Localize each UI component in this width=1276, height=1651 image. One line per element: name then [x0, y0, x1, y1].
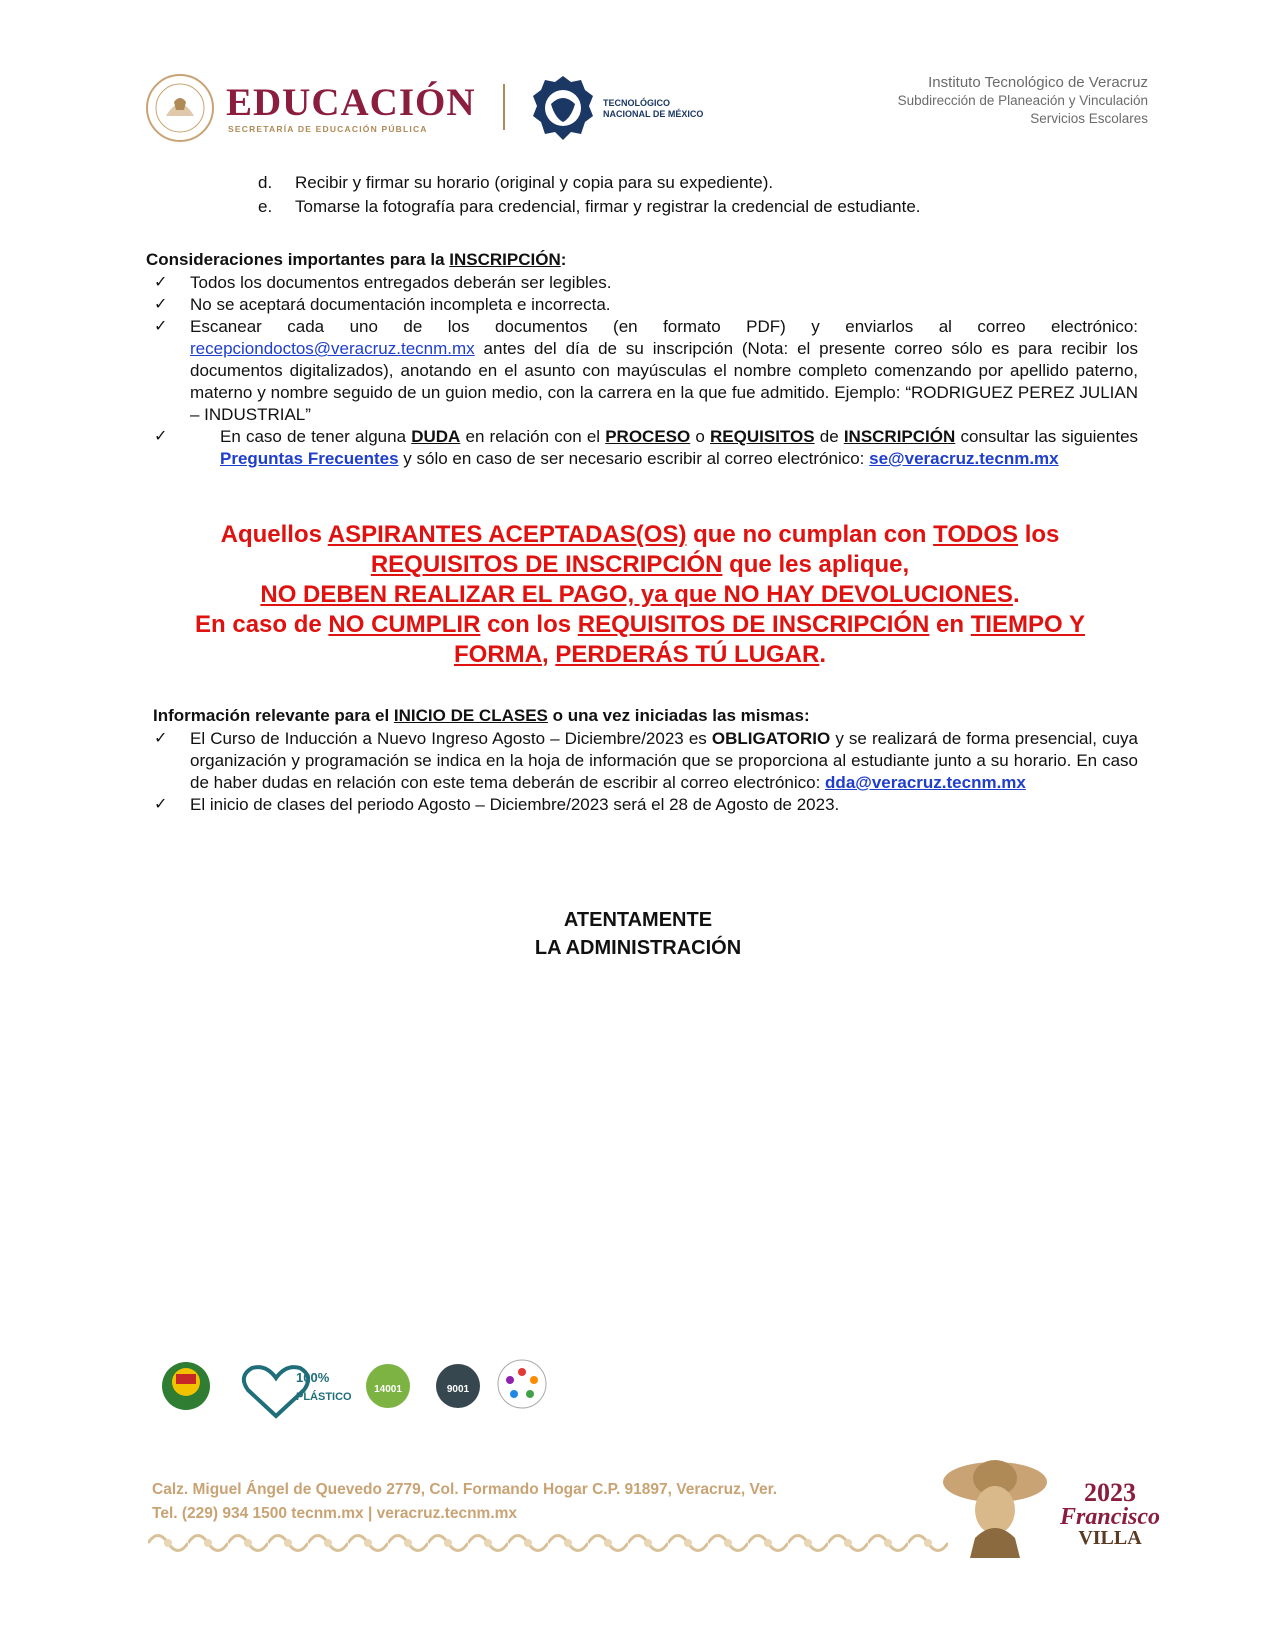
- warning-text: en: [929, 611, 971, 638]
- iso-14001-icon: [366, 1364, 410, 1408]
- footer-address: Calz. Miguel Ángel de Quevedo 2779, Col. Formando Hogar C.P. 91897, Veracruz, Ver.: [152, 1481, 778, 1498]
- warning-underlined: REQUISITOS DE INSCRIPCIÓN: [370, 551, 723, 578]
- badge-name2: VILLA: [1078, 1527, 1142, 1549]
- list-item: [146, 294, 1138, 316]
- considerations-list: [146, 272, 1138, 470]
- list-item: [258, 172, 1158, 196]
- list-item: [146, 794, 1138, 816]
- step-marker: d.: [258, 173, 273, 192]
- item-text: y sólo en caso de ser necesario escribir al correo electrónico:: [398, 449, 870, 468]
- warning-text: que les aplique,: [722, 551, 910, 578]
- warning-text: En caso de: [195, 611, 329, 638]
- obligatorio-label: OBLIGATORIO: [711, 729, 831, 748]
- iso1-label: 14001: [374, 1384, 402, 1395]
- warning-underlined: NO CUMPLIR: [328, 611, 481, 638]
- header-divider: [503, 84, 505, 130]
- warning-text: los: [1018, 521, 1060, 548]
- list-item: [146, 728, 1138, 794]
- title-underlined: INICIO DE CLASES: [393, 706, 548, 725]
- item-text: consultar las siguientes: [955, 427, 1139, 446]
- classes-title: [153, 706, 810, 726]
- warning-text: con los: [480, 611, 578, 638]
- considerations-title: [146, 250, 566, 270]
- warning-text: Aquellos: [220, 521, 328, 548]
- warning-text: ,: [541, 641, 556, 668]
- educacion-logo-word: EDUCACIÓN: [226, 81, 476, 124]
- title-text: Información relevante para el: [153, 706, 394, 725]
- check-icon: ✓: [154, 274, 168, 291]
- warning-line4: [140, 610, 1140, 670]
- subdirection-name: Subdirección de Planeación y Vinculación: [897, 93, 1148, 108]
- villa-year-badge: [1060, 1478, 1160, 1550]
- tecnm-logo-icon: [531, 74, 595, 142]
- dda-email-link[interactable]: dda@veracruz.tecnm.mx: [825, 773, 1026, 792]
- inscripcion-label: INSCRIPCIÓN: [843, 427, 956, 446]
- proceso-label: PROCESO: [605, 427, 691, 446]
- item-text: Todos los documentos entregados deberán ser legibles.: [190, 273, 612, 292]
- recepcion-email-link[interactable]: recepciondoctos@veracruz.tecnm.mx: [190, 339, 475, 358]
- sep-subtitle: SECRETARÍA DE EDUCACIÓN PÚBLICA: [228, 124, 428, 134]
- item-text: o: [690, 427, 711, 446]
- signature-line1: ATENTAMENTE: [563, 909, 713, 931]
- steps-list: [258, 172, 1158, 220]
- plastic-word: PLÁSTICO: [296, 1391, 352, 1403]
- title-colon: :: [560, 250, 567, 269]
- warning-line1: [140, 520, 1140, 550]
- step-text: Tomarse la fotografía para credencial, firmar y registrar la credencial de estudiante.: [295, 197, 921, 216]
- office-name: Servicios Escolares: [1030, 111, 1148, 126]
- faq-link[interactable]: Preguntas Frecuentes: [220, 449, 399, 468]
- plastic-free-icon: [244, 1367, 352, 1416]
- check-icon: ✓: [154, 296, 168, 313]
- warning-text: .: [1012, 581, 1020, 608]
- footer-logos-svg: [158, 1338, 558, 1428]
- footer-pattern: [148, 1526, 948, 1560]
- check-icon: ✓: [154, 730, 168, 747]
- item-text: No se aceptará documentación incompleta e incorrecta.: [190, 295, 611, 314]
- tecnm-logo-text: [603, 98, 703, 120]
- institute-name: Instituto Tecnológico de Veracruz: [928, 74, 1148, 91]
- mexico-seal-icon: [144, 72, 216, 144]
- tecnm-line1: TECNOLÓGICO: [603, 98, 670, 108]
- item-text: Escanear cada uno de los documentos (en formato PDF) y enviarlos al correo electrónico:: [190, 317, 1138, 336]
- list-item: [258, 196, 1158, 220]
- plastic-percent: 100%: [296, 1370, 330, 1385]
- signature-line2: LA ADMINISTRACIÓN: [534, 937, 742, 959]
- step-text: Recibir y firmar su horario (original y copia para su expediente).: [295, 173, 774, 192]
- warning-line3: [140, 580, 1140, 610]
- warning-text: que no cumplan con: [686, 521, 934, 548]
- check-icon: ✓: [154, 428, 168, 445]
- item-text: en relación con el: [460, 427, 606, 446]
- tecnm-line2: NACIONAL DE MÉXICO: [603, 109, 704, 119]
- title-text: Consideraciones importantes para la: [146, 250, 450, 269]
- francisco-villa-portrait-icon: [940, 1448, 1050, 1563]
- equality-icon: [498, 1360, 546, 1408]
- iso2-label: 9001: [446, 1384, 470, 1395]
- step-marker: e.: [258, 197, 273, 216]
- itv-emblem-icon: [162, 1362, 210, 1410]
- warning-underlined: PERDERÁS TÚ LUGAR: [555, 641, 820, 668]
- requisitos-label: REQUISITOS: [710, 427, 815, 446]
- item-text: El Curso de Inducción a Nuevo Ingreso Agosto – Diciembre/2023 es: [190, 729, 712, 748]
- warning-underlined: TIEMPO Y FORMA: [453, 611, 1085, 668]
- warning-underlined: NO DEBEN REALIZAR EL PAGO, ya que NO HAY DEVOLUCIONES: [260, 581, 1013, 608]
- item-text: El inicio de clases del periodo Agosto – Diciembre/2023 será el 28 de Agosto de 2023.: [190, 795, 840, 814]
- check-icon: ✓: [154, 318, 168, 335]
- item-text: antes del día de su inscripción (Nota: el presente correo sólo es para recibir los documentos digitalizados), anotando en el asunto con mayúsculas el nombre completo comenzando por apellido paterno, materno y nombre seguido de un guion medio, con la carrera en la que fue admitido. Ejemplo: “RODRIGUEZ PEREZ JULIAN – INDUSTRIAL”: [190, 339, 1138, 424]
- warning-line2: [140, 550, 1140, 580]
- iso-9001-icon: [436, 1364, 480, 1408]
- check-icon: ✓: [154, 796, 168, 813]
- classes-list: [146, 728, 1138, 816]
- se-email-link[interactable]: se@veracruz.tecnm.mx: [869, 449, 1059, 468]
- badge-name1: Francisco: [1060, 1504, 1161, 1530]
- list-item: [146, 426, 1138, 470]
- footer-contact: Tel. (229) 934 1500 tecnm.mx | veracruz.tecnm.mx: [152, 1505, 518, 1522]
- footer-address-block: [152, 1478, 777, 1526]
- duda-label: DUDA: [411, 427, 461, 446]
- badge-year: 2023: [1084, 1478, 1136, 1507]
- signature-block: [0, 906, 1276, 962]
- item-text: En caso de tener alguna: [220, 427, 412, 446]
- warning-block: [140, 520, 1140, 670]
- warning-underlined: ASPIRANTES ACEPTADAS(OS): [327, 521, 687, 548]
- title-text: o una vez iniciadas las mismas:: [547, 706, 810, 725]
- footer-logos: [158, 1338, 558, 1433]
- warning-underlined: REQUISITOS DE INSCRIPCIÓN: [577, 611, 930, 638]
- warning-text: .: [819, 641, 826, 668]
- title-underlined: INSCRIPCIÓN: [449, 250, 561, 269]
- item-text: y se realizará de forma presencial, cuya organización y programación se indica en la hoja de información que se proporciona al estudiante junto a su horario. En caso de haber dudas en relación con este tema deberán de escribir al correo electrónico:: [190, 729, 1138, 792]
- list-item: [146, 272, 1138, 294]
- item-text: de: [814, 427, 844, 446]
- warning-underlined: TODOS: [933, 521, 1019, 548]
- list-item: [146, 316, 1138, 426]
- institution-header: [898, 74, 1148, 128]
